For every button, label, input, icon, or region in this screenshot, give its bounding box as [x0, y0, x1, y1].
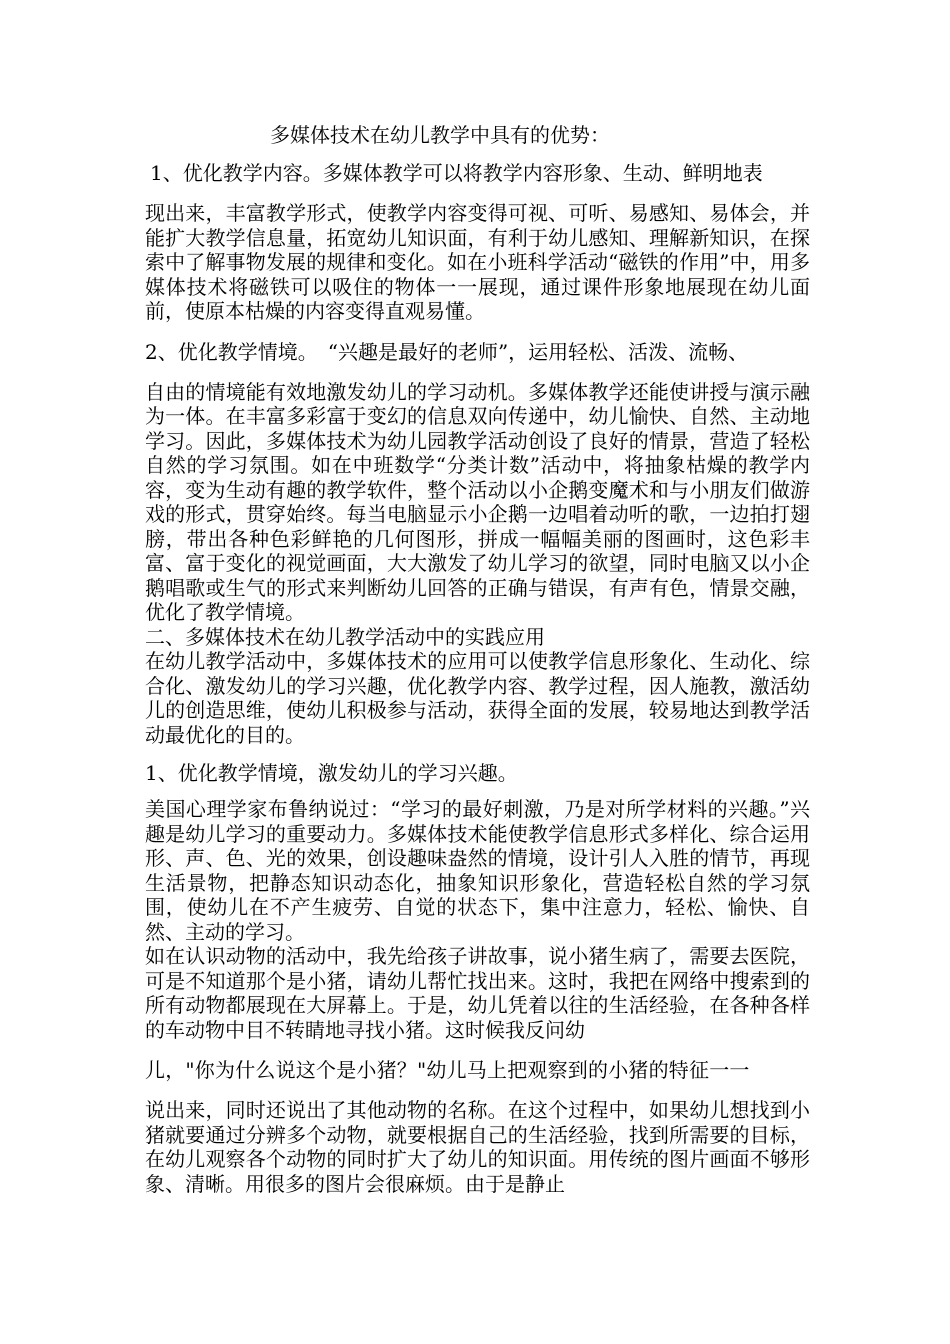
example-continuation-paragraph: 说出来，同时还说出了其他动物的名称。在这个过程中，如果幼儿想找到小猪就要通过分辨多个动物，就要根据自己的生活经验，找到所需要的目标，在幼儿观察各个动物的同时扩大了幼儿的知识面。用传统的图片画面不够形象、清晰。用很多的图片会很麻烦。由于是静止 — [145, 1098, 810, 1196]
section2-paragraph: 自由的情境能有效地激发幼儿的学习动机。多媒体教学还能使讲授与演示融为一体。在丰富多彩富于变幻的信息双向传递中，幼儿愉快、自然、主动地学习。因此，多媒体技术为幼儿园教学活动创设了良好的情景，营造了轻松自然的学习氛围。如在中班数学“分类计数”活动中，将抽象枯燥的教学内容，变为生动有趣的教学软件，整个活动以小企鹅变魔术和与小朋友们做游戏的形式，贯穿始终。每当电脑显示小企鹅一边唱着动听的歌，一边拍打翅膀，带出各种色彩鲜艳的几何图形，拼成一幅幅美丽的图画时，这色彩丰富、富于变化的视觉画面，大大激发了幼儿学习的欲望，同时电脑又以小企鹅唱歌或生气的形式来判断幼儿回答的正确与错误，有声有色，情景交融，优化了教学情境。 — [145, 379, 810, 624]
section2-lead-line: 2、优化教学情境。 “兴趣是最好的老师”，运用轻松、活泼、流畅、 — [145, 339, 749, 364]
section1-lead-line: 1、优化教学内容。多媒体教学可以将教学内容形象、生动、鲜明地表 — [150, 161, 763, 185]
document-body — [145, 115, 810, 1196]
spacer — [145, 1088, 810, 1098]
interest-paragraph: 美国心理学家布鲁纳说过：“学习的最好刺激，乃是对所学材料的兴趣。”兴趣是幼儿学习的重要动力。多媒体技术能使教学信息形式多样化、综合运用形、声、色、光的效果，创设趣味盎然的情境，设计引人入胜的情节，再现生活景物，把静态知识动态化，抽象知识形象化，营造轻松自然的学习氛围，使幼儿在不产生疲劳、自觉的状态下，集中注意力，轻松、愉快、自然、主动的学习。 — [145, 797, 810, 944]
example-question-line: 儿，"你为什么说这个是小猪？"幼儿马上把观察到的小猪的特征一一 — [145, 1058, 750, 1082]
section1-paragraph: 现出来，丰富教学形式，使教学内容变得可视、可听、易感知、易体会，并能扩大教学信息量，拓宽幼儿知识面，有利于幼儿感知、理解新知识，在探索中了解事物发展的规律和变化。如在小班科学活动“磁铁的作用”中，用多媒体技术将磁铁可以吸住的物体一一展现，通过课件形象地展现在幼儿面前，使原本枯燥的内容变得直观易懂。 — [145, 201, 810, 323]
subsection-heading-interest: 1、优化教学情境，激发幼儿的学习兴趣。 — [145, 761, 518, 785]
practice-paragraph: 在幼儿教学活动中，多媒体技术的应用可以使教学信息形象化、生动化、综合化、激发幼儿的学习兴趣，优化教学内容、教学过程，因人施教，激活幼儿的创造思维，使幼儿积极参与活动，获得全面的发展，较易地达到教学活动最优化的目的。 — [145, 649, 810, 747]
section-heading-practice: 二、多媒体技术在幼儿教学活动中的实践应用 — [145, 624, 545, 649]
document-title: 多媒体技术在幼儿教学中具有的优势： — [270, 123, 610, 147]
spacer — [145, 1042, 810, 1052]
spacer — [145, 324, 810, 334]
spacer — [145, 191, 810, 201]
spacer — [145, 370, 810, 380]
example-paragraph: 如在认识动物的活动中，我先给孩子讲故事，说小猪生病了，需要去医院，可是不知道那个是小猪，请幼儿帮忙找出来。这时，我把在网络中搜索到的所有动物都展现在大屏幕上。于是，幼儿凭着以往的生活经验，在各种各样的车动物中目不转睛地寻找小猪。这时候我反问幼 — [145, 944, 810, 1042]
